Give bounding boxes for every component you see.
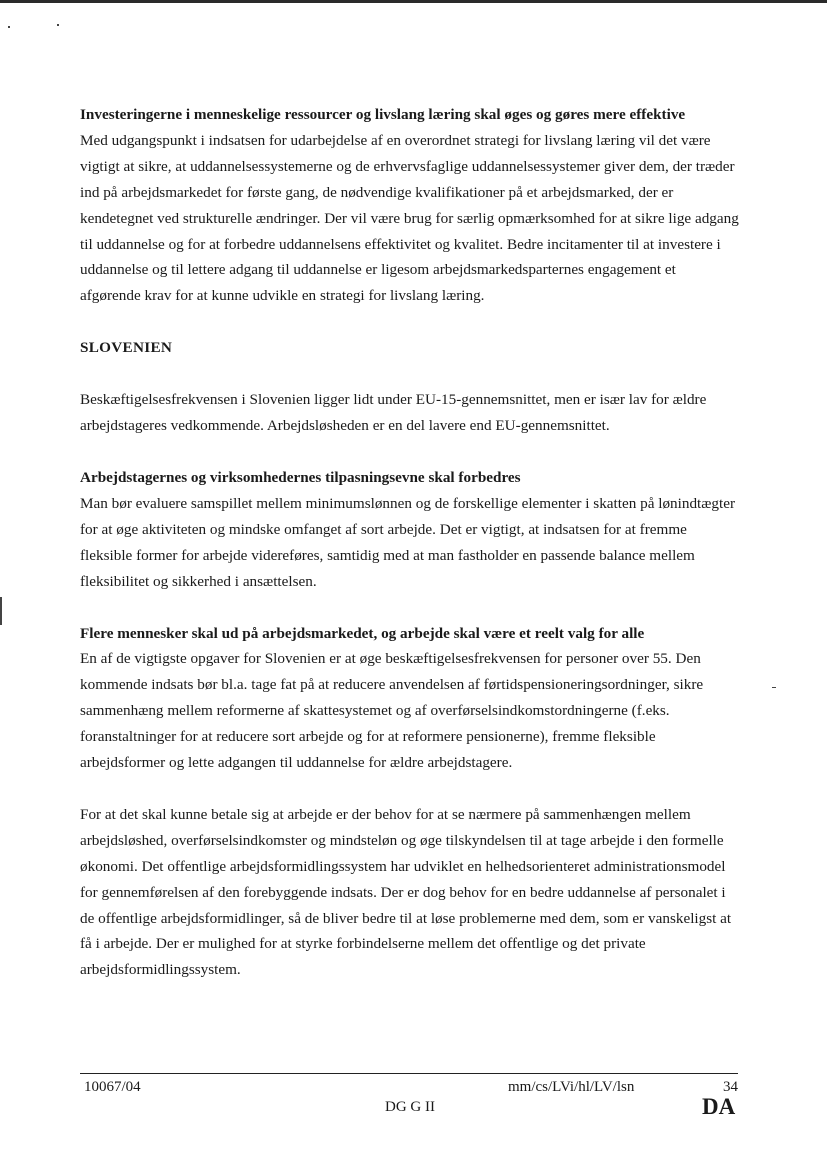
country-heading: SLOVENIEN [80,339,173,357]
footer-doc-number: 10067/04 [84,1079,141,1095]
margin-mark [0,597,2,625]
section-heading-labour-market: Flere mennesker skal ud på arbejdsmarkedet, og arbejde skal være et reelt valg for alle [80,624,645,642]
paragraph-lifelong-learning: Med udgangspunkt i indsatsen for udarbejdelse af en overordnet strategi for livslang læring vil det være vigtigt at sikre, at uddannelsessystemerne og de erhvervsfaglige uddannelsessystemer giver dem, der træder ind på arbejdsmarkedet for første gang, de nødvendige kvalifikationer på et arbejdsmarked, der er kendetegnet ved strukturelle ændringer. Der vil være brug for særlig opmærksomhed for at sikre lige adgang til uddannelse og for at forbedre uddannelsens effektivitet og kvalitet. Bedre incitamenter til at investere i uddannelse og til lettere adgang til uddannelse er ligesom arbejdsmarkedsparternes engagement et afgørende krav for at kunne udvikle en strategi for livslang læring. [80,131,739,305]
spacer [80,361,740,387]
scan-speck [57,24,59,26]
paragraph-older-workers: En af de vigtigste opgaver for Slovenien er at øge beskæftigelsesfrekvensen for personer over 55. Den kommende indsats bør bl.a. tage fat på at reducere anvendelsen af førtidspensioneringsordninger, sikre sammenhæng mellem reformerne af skattesystemet og af overførselsindkomstordningerne (f.eks. foranstaltninger for at reducere sort arbejde og for at reformere pensionerne), fremme fleksible arbejdsformer og lette adgangen til uddannelse for ældre arbejdstagere. [80,650,704,772]
footer-language-code: DA [702,1094,736,1119]
document-body [80,102,740,983]
top-scan-border [0,0,827,3]
section-heading-adaptability: Arbejdstagernes og virksomhedernes tilpasningsevne skal forbedres [80,468,521,486]
footer-rule [80,1073,738,1074]
spacer [80,595,740,621]
section-heading-lifelong-learning: Investeringerne i menneskelige ressourcer og livslang læring skal øges og gøres mere effektive [80,106,686,123]
scan-speck [772,687,776,688]
spacer [80,776,740,802]
paragraph-make-work-pay: For at det skal kunne betale sig at arbejde er der behov for at se nærmere på sammenhængen mellem arbejdsløshed, overførselsindkomster og mindsteløn og øge tilskyndelsen til at tage arbejde i den formelle økonomi. Det offentlige arbejdsformidlingssystem har udviklet en helhedsorienteret administrationsmodel for gennemførelsen af den forebyggende indsats. Der er dog behov for en bedre uddannelse af personalet i de offentlige arbejdsformidlinger, så de bliver bedre til at løse problemerne med dem, som er vanskeligst at få i arbejde. Der er mulighed for at styrke forbindelserne mellem det offentlige og det private arbejdsformidlingssystem. [80,805,732,979]
footer-initials: mm/cs/LVi/hl/LV/lsn [508,1079,635,1095]
footer-directorate: DG G II [385,1099,435,1115]
scan-speck [8,26,10,28]
paragraph-adaptability: Man bør evaluere samspillet mellem minimumslønnen og de forskellige elementer i skatten på lønindtægter for at øge aktiviteten og mindske omfanget af sort arbejde. Det er vigtigt, at indsatsen for at fremme fleksible former for arbejde videreføres, samtidig med at man fastholder en passende balance mellem fleksibilitet og sikkerhed i ansættelsen. [80,494,736,590]
paragraph-intro: Beskæftigelsesfrekvensen i Slovenien ligger lidt under EU-15-gennemsnittet, men er især lav for ældre arbejdstageres vedkommende. Arbejdsløsheden er en del lavere end EU-gennemsnittet. [80,391,707,435]
spacer [80,439,740,465]
footer-page-number: 34 [723,1079,738,1095]
spacer [80,309,740,335]
